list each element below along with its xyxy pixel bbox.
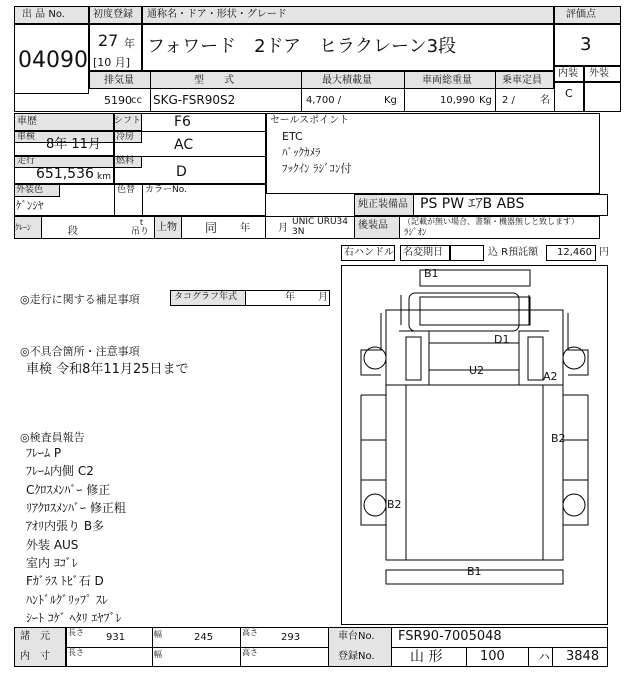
- upper-month: 月: [278, 223, 288, 234]
- recycle-deposit: 12,460: [557, 247, 592, 258]
- mileage-unit: km: [97, 172, 111, 182]
- height-label: 高さ: [242, 628, 258, 637]
- inspector-item: ﾊﾝﾄﾞﾙｸﾞﾘｯﾌﾟ ｽﾚ: [26, 593, 108, 607]
- displacement-unit: cc: [131, 95, 142, 106]
- aftermarket-note: （記載が無い場合、書類・機器無しと致します）: [403, 217, 579, 226]
- upper-model-2: 3N: [292, 227, 305, 237]
- crane-stage: 段: [68, 226, 78, 237]
- inspector-item: ﾘｱｸﾛｽﾒﾝﾊﾞｰ 修正粗: [26, 501, 126, 515]
- name-change-label: 名変期日: [403, 247, 443, 258]
- displacement: 5190: [104, 94, 132, 107]
- capacity: 2 /: [502, 95, 515, 106]
- height: 293: [281, 632, 301, 643]
- defects-text: 車検 令和8年11月25日まで: [26, 362, 189, 377]
- reg-label: 登録No.: [338, 651, 375, 662]
- tachograph-month: 月: [318, 292, 328, 303]
- ext-color: ｹﾞﾝｼﾔ: [16, 199, 44, 212]
- inspector-item: ﾌﾚｰﾑ内側 C2: [26, 464, 94, 478]
- upper-same: 同: [205, 221, 218, 235]
- inspector-item: ｼｰﾄ ｺｹﾞ ﾍﾀﾘ ｴﾔﾌﾞﾚ: [26, 611, 122, 625]
- lot-no: 04090: [18, 48, 88, 73]
- inspector-report-label: ◎検査員報告: [20, 431, 85, 444]
- first-reg-label: 初度登録: [93, 9, 133, 20]
- score-label: 評価点: [566, 9, 596, 20]
- inspector-item: Fｶﾞﾗｽ ﾄﾋﾞ石 D: [26, 574, 104, 588]
- handle: 右ハンドル: [344, 247, 394, 258]
- mileage-label: 走行: [17, 156, 36, 166]
- shift-label: シフト: [114, 116, 142, 126]
- mark-a2: A2: [543, 370, 558, 383]
- ac: AC: [174, 137, 194, 153]
- crane-label: ｸﾚｰﾝ: [15, 223, 31, 232]
- capacity-label: 乗車定員: [502, 75, 542, 86]
- defects-label: ◎不具合箇所・注意事項: [20, 345, 140, 358]
- bed-rails: [406, 385, 543, 560]
- upper-year: 年: [240, 223, 250, 234]
- first-reg-month: [10 月]: [93, 56, 131, 69]
- gross-weight: 10,990: [440, 95, 475, 106]
- model-code: SKG-FSR90S2: [153, 93, 236, 107]
- fuel: D: [176, 164, 187, 180]
- length: 931: [106, 632, 126, 643]
- equipment-items: PS PW ｴｱB ABS: [420, 196, 525, 212]
- recycle-deposit-label: 込 R預託額: [488, 247, 539, 258]
- width: 245: [194, 632, 214, 643]
- inspection: 8年 11月: [46, 137, 101, 152]
- score: 3: [580, 34, 592, 55]
- max-load-unit: Kg: [384, 95, 397, 106]
- crane-ton-top: t: [140, 218, 144, 227]
- mark-b2-left: B2: [387, 498, 402, 511]
- equipment-label: 純正装備品: [358, 199, 408, 210]
- history-label: 車歴: [17, 116, 37, 127]
- sales-point-item: ﾌｯｸｲﾝ ﾗｼﾞｺﾝ付: [282, 162, 352, 175]
- cargo-bed: [386, 385, 563, 560]
- color-code-label: カラーNo.: [145, 185, 187, 195]
- exterior-label: 外装: [589, 68, 609, 79]
- windshield: [420, 297, 530, 325]
- aftermarket-label: 後装品: [358, 220, 388, 231]
- rear-right-wheel: [563, 494, 585, 516]
- upper-model-1: UNIC URU34: [292, 217, 348, 227]
- reg-area: 山 形: [410, 649, 443, 665]
- inspector-item: Cｸﾛｽﾒﾝﾊﾞｰ 修正: [26, 483, 111, 497]
- sales-point-item: ﾊﾞｯｸｶﾒﾗ: [282, 146, 321, 159]
- mark-b2-right: B2: [551, 432, 566, 445]
- model-label: 通称名・ドア・形状・グレード: [147, 9, 287, 20]
- tachograph-year: 年: [285, 292, 295, 303]
- gross-weight-label: 車両総重量: [422, 75, 472, 86]
- mark-b1-top: B1: [424, 267, 439, 280]
- sales-points-label: セールスポイント: [270, 115, 350, 126]
- inner-length-label: 長さ: [68, 648, 84, 657]
- interior-grade: C: [565, 87, 573, 100]
- mark-d1: D1: [494, 333, 510, 346]
- chassis-no: FSR90-7005048: [398, 629, 502, 644]
- displacement-label: 排気量: [104, 75, 134, 86]
- fuel-label: 燃料: [116, 156, 135, 166]
- mileage: 651,536: [36, 166, 94, 182]
- inner-label: 内 寸: [20, 651, 50, 662]
- dims-label: 諸 元: [20, 631, 50, 642]
- width-label: 幅: [154, 630, 162, 639]
- rear-left-wheel: [364, 494, 386, 516]
- model-name: フォワード 2ドア ヒラクレーン3段: [147, 36, 457, 57]
- aftermarket-items: ﾗｼﾞｵﾝ: [404, 228, 427, 238]
- inspection-label: 車検: [17, 132, 36, 142]
- shift: F6: [174, 114, 191, 130]
- inspector-item: 外装 AUS: [26, 538, 79, 552]
- capacity-unit: 名: [540, 95, 550, 106]
- inspector-item: 室内 ﾖｺﾞﾚ: [26, 556, 78, 570]
- driving-notes-label: ◎走行に関する補足事項: [20, 293, 140, 306]
- inspector-item: ｱｵﾘ内張り B多: [26, 519, 105, 533]
- ac-label: 冷房: [116, 132, 135, 142]
- gate-divisions: [361, 440, 588, 480]
- tachograph-label: タコグラフ年式: [174, 292, 238, 302]
- max-load-label: 最大積載量: [322, 75, 372, 86]
- reg-kana: ハ: [538, 650, 551, 664]
- inner-width-label: 幅: [154, 650, 162, 659]
- length-label: 長さ: [68, 628, 84, 637]
- interior-label: 内装: [558, 68, 578, 79]
- first-reg-year: 27: [98, 31, 119, 50]
- lot-no-label: 出 品 No.: [22, 9, 65, 20]
- inspector-item: ﾌﾚｰﾑ P: [26, 446, 62, 460]
- name-change-value-cell: [450, 245, 484, 261]
- reg-class: 100: [480, 649, 505, 664]
- ext-color-label: 外装色: [16, 185, 44, 195]
- gross-weight-unit: Kg: [479, 95, 492, 106]
- mark-b1-bottom: B1: [467, 565, 482, 578]
- inner-height-label: 高さ: [242, 648, 258, 657]
- exterior-grade-cell: [584, 82, 621, 112]
- chassis-label: 車台No.: [338, 631, 375, 642]
- max-load: 4,700 /: [306, 95, 342, 106]
- crane-ton: 吊り: [131, 227, 150, 237]
- yen: 円: [599, 247, 609, 258]
- model-code-label: 型 式: [194, 75, 234, 86]
- sales-point-item: ETC: [282, 130, 303, 143]
- upper-label: 上物: [157, 222, 177, 233]
- year-unit: 年: [124, 37, 135, 50]
- color-no-label: 色替: [117, 185, 136, 195]
- reg-number: 3848: [566, 649, 600, 664]
- mark-u2: U2: [469, 364, 485, 377]
